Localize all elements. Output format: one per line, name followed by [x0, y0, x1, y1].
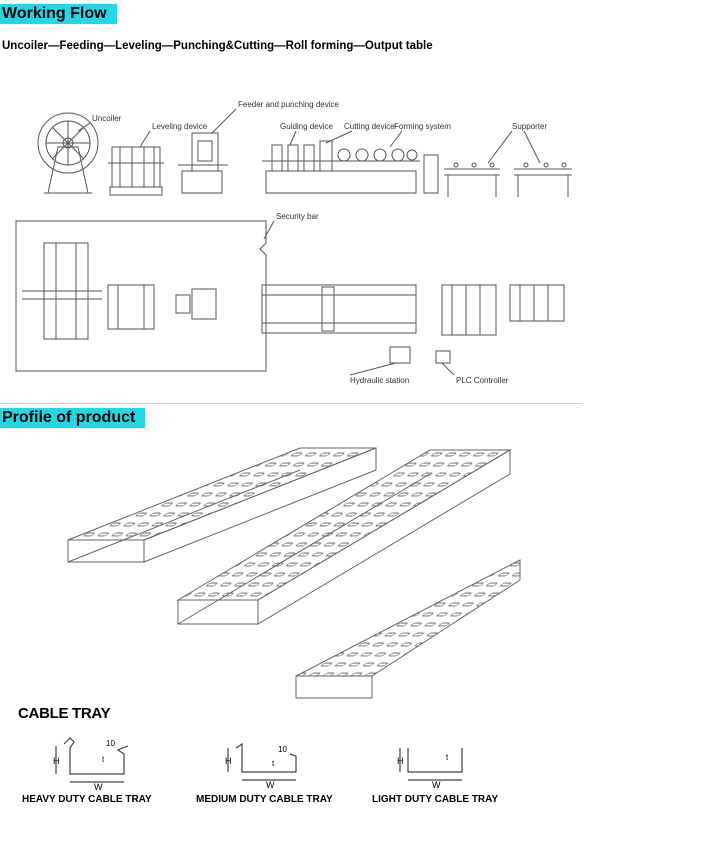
dim-h-heavy: H	[53, 756, 60, 766]
section-divider	[0, 403, 582, 404]
label-guiding: Guiding device	[280, 122, 333, 131]
tray-3	[296, 560, 520, 698]
dim-h-medium: H	[225, 756, 232, 766]
dim-angle-heavy: 10	[106, 739, 115, 748]
supporter-drawing	[424, 155, 572, 197]
label-supporter: Supporter	[512, 122, 548, 131]
heavy-duty-profile	[56, 738, 128, 782]
section-title-profile: Profile of product	[0, 408, 145, 428]
feeder-punching-drawing	[178, 133, 228, 193]
light-duty-label: LIGHT DUTY CABLE TRAY	[372, 794, 499, 805]
label-forming: Forming system	[394, 122, 451, 131]
label-security: Security bar	[276, 212, 319, 221]
top-view-drawing	[22, 243, 564, 363]
cable-tray-profiles	[0, 726, 714, 837]
dim-h-light: H	[397, 756, 404, 766]
dim-w-medium: W	[266, 780, 275, 790]
cable-tray-title: CABLE TRAY	[18, 705, 111, 722]
medium-duty-label: MEDIUM DUTY CABLE TRAY	[196, 794, 333, 805]
working-flow-sequence: Uncoiler—Feeding—Leveling—Punching&Cutting—Roll forming—Output table	[2, 40, 433, 52]
dim-t-heavy: t	[102, 755, 105, 764]
dim-t-medium: t	[272, 759, 275, 768]
heavy-duty-label: HEAVY DUTY CABLE TRAY	[22, 794, 152, 805]
label-plc: PLC Controller	[456, 376, 509, 385]
label-leveling: Leveling device	[152, 122, 208, 131]
machine-layout-drawing	[0, 85, 582, 403]
dim-angle-medium: 10	[278, 745, 287, 754]
dim-w-light: W	[432, 780, 441, 790]
label-feeder: Feeder and punching device	[238, 100, 339, 109]
label-uncoiler: Uncoiler	[92, 114, 122, 123]
roll-former-side-drawing	[262, 141, 420, 193]
section-title-working-flow: Working Flow	[0, 4, 117, 24]
dim-t-light: t	[446, 753, 449, 762]
uncoiler-drawing	[38, 113, 98, 193]
label-hydraulic: Hydraulic station	[350, 376, 410, 385]
cable-tray-product-image	[0, 440, 560, 700]
light-duty-profile	[400, 748, 462, 780]
label-cutting: Cutting device	[344, 122, 395, 131]
dim-w-heavy: W	[94, 782, 103, 792]
leveling-device-drawing	[108, 147, 164, 195]
